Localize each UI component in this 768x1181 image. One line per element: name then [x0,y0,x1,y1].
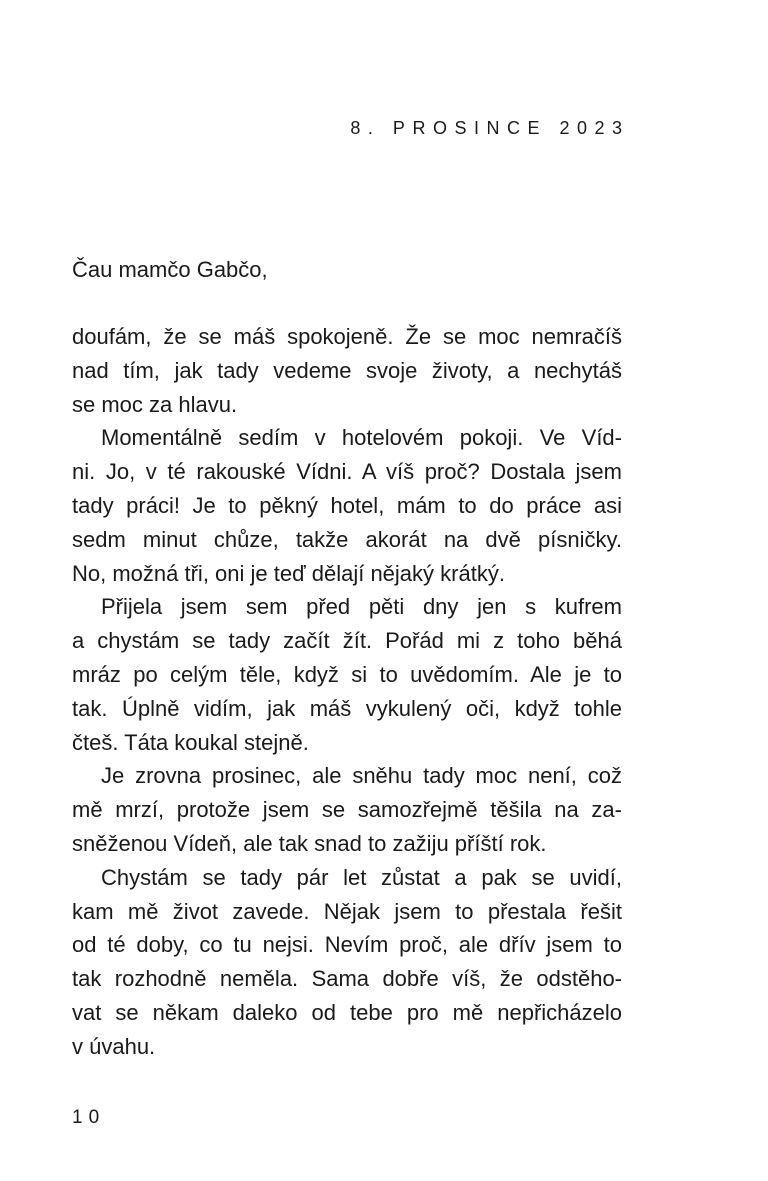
text-line: nad tím, jak tady vedeme svoje životy, a nechytáš [72,357,622,383]
text-line: Přijela jsem sem před pěti dny jen s kufrem [101,594,622,620]
text-line: kam mě život zavede. Nějak jsem to přestala řešit [72,898,622,924]
text-line: se moc za hlavu. [72,391,238,417]
letter-greeting: Čau mamčo Gabčo, [72,257,268,282]
text-line: čteš. Táta koukal stejně. [72,729,309,755]
paragraph-5 [72,861,622,1064]
text-line: ni. Jo, v té rakouské Vídni. A víš proč? Dostala jsem [72,459,622,485]
chapter-date-heading: 8. PROSINCE 2023 [350,118,630,138]
letter-body [72,320,622,1064]
text-line: sněženou Vídeň, ale tak snad to zažiju příští rok. [72,830,547,856]
text-line: od té doby, co tu nejsi. Nevím proč, ale dřív jsem to [72,932,622,958]
paragraph-3 [72,590,622,759]
text-line: Momentálně sedím v hotelovém pokoji. Ve Víd- [101,425,622,451]
text-line: sedm minut chůze, takže akorát na dvě písničky. [72,526,622,552]
text-line: mráz po celým těle, když si to uvědomím. Ale je to [72,661,622,687]
text-line: No, možná tři, oni je teď dělají nějaký krátký. [72,560,505,586]
page-number: 10 [72,1107,106,1128]
text-line: Je zrovna prosinec, ale sněhu tady moc není, což [101,763,622,789]
text-line: tak. Úplně vidím, jak máš vykulený oči, když tohle [72,695,622,721]
text-line: v úvahu. [72,1033,156,1059]
text-line: vat se někam daleko od tebe pro mě nepřicházelo [72,999,622,1025]
text-line: doufám, že se máš spokojeně. Že se moc nemračíš [72,324,622,349]
text-line: a chystám se tady začít žít. Pořád mi z toho běhá [72,628,622,654]
text-line: mě mrzí, protože jsem se samozřejmě těšila na za- [72,797,622,823]
text-line: tady práci! Je to pěkný hotel, mám to do práce asi [72,492,622,518]
text-line: tak rozhodně neměla. Sama dobře víš, že odstěho- [72,966,622,992]
text-line: Chystám se tady pár let zůstat a pak se uvidí, [101,864,622,890]
paragraph-1 [72,320,622,421]
paragraph-2 [72,421,622,590]
paragraph-4 [72,759,622,860]
